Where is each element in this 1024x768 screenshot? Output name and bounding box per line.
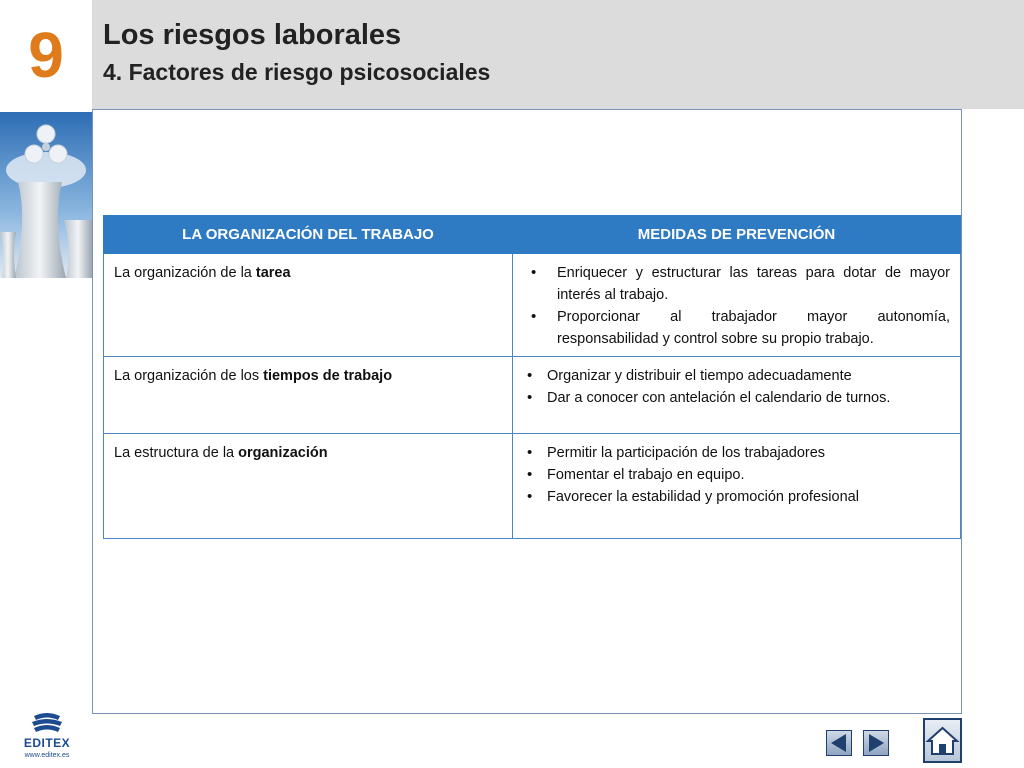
measure-item: • Enriquecer y estructurar las tareas para dotar de mayor interés al trabajo. (547, 262, 950, 306)
table-header-row (104, 216, 961, 254)
page-title: Los riesgos laborales (103, 19, 402, 51)
row-factor (104, 254, 513, 357)
row-factor-bold: tiempos de trabajo (263, 368, 393, 384)
previous-slide-button[interactable] (826, 730, 852, 756)
editex-logo (12, 712, 82, 764)
row-factor (104, 357, 513, 434)
row-factor-text: La organización de los (114, 368, 264, 384)
table-row (104, 434, 961, 539)
header-band (92, 0, 1024, 109)
measure-list (523, 442, 950, 508)
row-factor-text: La organización de la (114, 265, 256, 281)
row-factor-bold: tarea (255, 265, 291, 281)
prevention-table (103, 215, 961, 539)
measure-item: • Favorecer la estabilidad y promoción profesional (547, 486, 950, 508)
measure-item: • Fomentar el trabajo en equipo. (547, 464, 950, 486)
row-measures (513, 434, 961, 539)
measure-list (523, 365, 950, 409)
row-factor-text: La estructura de la (114, 445, 239, 461)
logo-url: www.editex.es (24, 752, 70, 759)
triangle-right-icon (864, 731, 888, 755)
column-header-organization: LA ORGANIZACIÓN DEL TRABAJO (104, 216, 513, 254)
measure-item: • Permitir la participación de los trabajadores (547, 442, 950, 464)
home-button[interactable] (923, 718, 962, 763)
next-slide-button[interactable] (863, 730, 889, 756)
row-factor (104, 434, 513, 539)
editex-logo-icon (12, 712, 82, 738)
column-header-measures: MEDIDAS DE PREVENCIÓN (513, 216, 961, 254)
cooling-tower-image (0, 112, 92, 278)
chapter-number: 9 (28, 18, 64, 91)
radiation-cooling-tower-icon (0, 112, 92, 278)
logo-text: EDITEX (23, 736, 71, 750)
home-icon (925, 720, 960, 761)
page-subtitle: 4. Factores de riesgo psicosociales (103, 59, 491, 85)
row-factor-bold: organización (238, 445, 328, 461)
table-row (104, 254, 961, 357)
measure-item: • Proporcionar al trabajador mayor autonomía, responsabilidad y control sobre su propio trabajo. (547, 306, 950, 350)
triangle-left-icon (827, 731, 851, 755)
measure-item: • Dar a conocer con antelación el calendario de turnos. (547, 387, 950, 409)
row-measures (513, 357, 961, 434)
measure-item: • Organizar y distribuir el tiempo adecuadamente (547, 365, 950, 387)
row-measures (513, 254, 961, 357)
table-row (104, 357, 961, 434)
measure-list (523, 262, 950, 350)
